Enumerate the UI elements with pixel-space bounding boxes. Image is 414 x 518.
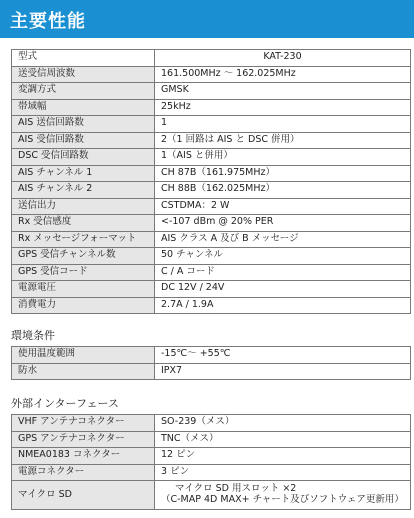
- table-row: [12, 83, 411, 100]
- row-value: 3 ピン: [155, 464, 411, 481]
- external-interface-table: [11, 414, 411, 510]
- row-value: -15℃～ +55℃: [155, 347, 411, 364]
- table-row: [12, 347, 411, 364]
- row-value: GMSK: [155, 83, 411, 100]
- row-label: AIS 受信回路数: [12, 132, 155, 149]
- row-label: 防水: [12, 363, 155, 380]
- row-label: GPS アンテナコネクター: [12, 431, 155, 448]
- table-row: [12, 448, 411, 465]
- row-label: GPS 受信コード: [12, 264, 155, 281]
- table-row: [12, 431, 411, 448]
- table-row: [12, 464, 411, 481]
- row-label: VHF アンテナコネクター: [12, 415, 155, 432]
- table-row: [12, 264, 411, 281]
- model-label: 型式: [12, 50, 155, 67]
- model-value: KAT-230: [155, 50, 411, 67]
- table-row: [12, 363, 411, 380]
- table-row: [12, 50, 411, 67]
- table-row: [12, 297, 411, 314]
- table-row: [12, 66, 411, 83]
- row-label: 電源電圧: [12, 281, 155, 298]
- microsd-line-2: （C-MAP 4D MAX+ チャート及びソフトウェア更新用）: [161, 494, 404, 505]
- table-row: [12, 165, 411, 182]
- row-label: NMEA0183 コネクター: [12, 448, 155, 465]
- row-label: 変調方式: [12, 83, 155, 100]
- row-value: AIS クラス A 及び B メッセージ: [155, 231, 411, 248]
- header-bar: [0, 0, 414, 38]
- row-value: CH 87B（161.975MHz）: [155, 165, 411, 182]
- row-label: 送受信周波数: [12, 66, 155, 83]
- row-label: 送信出力: [12, 198, 155, 215]
- table-row: [12, 248, 411, 265]
- row-value: 1: [155, 116, 411, 133]
- row-label: 使用温度範囲: [12, 347, 155, 364]
- row-label: AIS チャンネル 2: [12, 182, 155, 199]
- external-interface-section-title: 外部インターフェース: [11, 397, 119, 410]
- environment-section-title: 環境条件: [11, 329, 55, 342]
- environment-table: [11, 346, 411, 380]
- row-value: SO-239（メス）: [155, 415, 411, 432]
- table-row: [12, 215, 411, 232]
- microsd-label: マイクロ SD: [12, 481, 155, 510]
- table-row: [12, 182, 411, 199]
- row-value: 2.7A / 1.9A: [155, 297, 411, 314]
- row-label: 帯域幅: [12, 99, 155, 116]
- microsd-value: [155, 481, 411, 510]
- row-value: 161.500MHz ～ 162.025MHz: [155, 66, 411, 83]
- row-value: CH 88B（162.025MHz）: [155, 182, 411, 199]
- row-value: IPX7: [155, 363, 411, 380]
- table-row: [12, 116, 411, 133]
- table-row: [12, 149, 411, 166]
- row-value: 12 ピン: [155, 448, 411, 465]
- row-value: 25kHz: [155, 99, 411, 116]
- row-label: Rx 受信感度: [12, 215, 155, 232]
- row-value: CSTDMA：2 W: [155, 198, 411, 215]
- row-value: <-107 dBm @ 20% PER: [155, 215, 411, 232]
- row-label: AIS チャンネル 1: [12, 165, 155, 182]
- row-value: 2（1 回路は AIS と DSC 併用）: [155, 132, 411, 149]
- row-label: Rx メッセージフォーマット: [12, 231, 155, 248]
- row-label: 消費電力: [12, 297, 155, 314]
- row-label: AIS 送信回路数: [12, 116, 155, 133]
- main-spec-table: [11, 49, 411, 314]
- table-row: [12, 231, 411, 248]
- table-row: [12, 99, 411, 116]
- table-row: [12, 415, 411, 432]
- table-row: [12, 481, 411, 510]
- row-value: DC 12V / 24V: [155, 281, 411, 298]
- page-title: 主要性能: [10, 11, 86, 32]
- row-value: C / A コード: [155, 264, 411, 281]
- microsd-line-1: マイクロ SD 用スロット ×2: [175, 483, 297, 495]
- table-row: [12, 132, 411, 149]
- row-label: GPS 受信チャンネル数: [12, 248, 155, 265]
- row-label: 電源コネクター: [12, 464, 155, 481]
- table-row: [12, 198, 411, 215]
- row-label: DSC 受信回路数: [12, 149, 155, 166]
- row-value: TNC（メス）: [155, 431, 411, 448]
- row-value: 50 チャンネル: [155, 248, 411, 265]
- row-value: 1（AIS と併用）: [155, 149, 411, 166]
- table-row: [12, 281, 411, 298]
